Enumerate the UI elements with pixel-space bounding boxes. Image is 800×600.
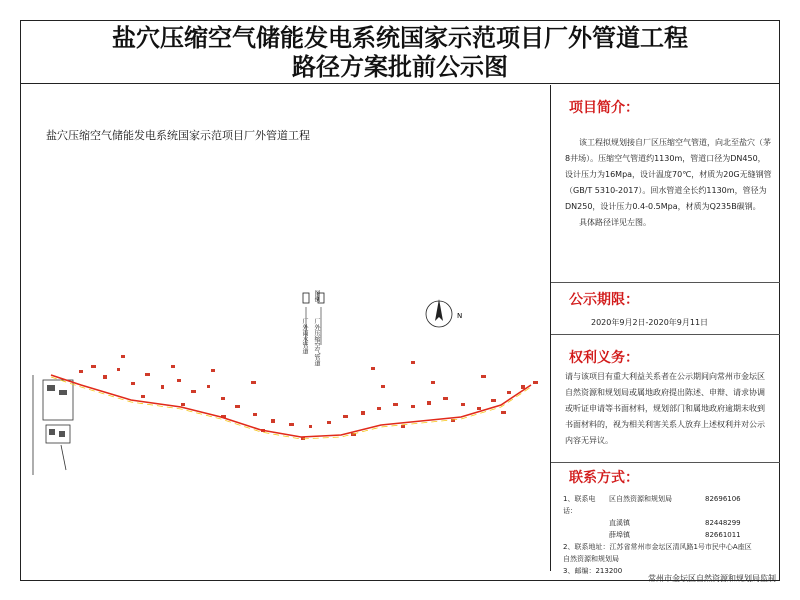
- contact-title: 联系方式：: [569, 470, 639, 486]
- contact-org-3: 薛埠镇: [609, 531, 630, 539]
- contact-section: [551, 463, 780, 575]
- legend-label-3: 图例: [313, 290, 320, 302]
- pipeline-route: [51, 375, 531, 437]
- title-header: [20, 20, 780, 84]
- intro-section: [551, 85, 780, 283]
- intro-title: 项目简介：: [569, 100, 639, 116]
- title-line-1: 盐穴压缩空气储能发电系统国家示范项目厂外管道工程: [112, 23, 688, 52]
- map-features: [79, 355, 538, 440]
- route-map: [21, 85, 549, 571]
- contact-phone-label: 1、联系电话：: [563, 495, 596, 515]
- contact-postcode: 3、邮编：213200: [563, 567, 623, 575]
- rights-section: [551, 335, 780, 463]
- period-text: 2020年9月2日-2020年9月11日: [591, 318, 709, 327]
- rights-title: 权利义务：: [569, 350, 639, 366]
- map-project-label: 盐穴压缩空气储能发电系统国家示范项目厂外管道工程: [46, 129, 310, 142]
- intro-text-2: 具体路径详见左图。: [579, 218, 651, 227]
- legend-label-1: 厂外压缩空气管道: [313, 318, 320, 366]
- legend-label-2: 厂外雨水管道: [301, 318, 308, 354]
- period-section: [551, 283, 780, 335]
- title-line-2: 路径方案批前公示图: [292, 52, 508, 81]
- period-title: 公示期限：: [569, 292, 639, 308]
- info-panel: [550, 85, 779, 575]
- contact-org-2: 直溪镇: [609, 519, 630, 527]
- contact-address: 2、联系地址：江苏省常州市金坛区清风路1号市民中心A座区自然资源和规划局: [563, 543, 752, 563]
- contact-phone-2: 82448299: [705, 519, 741, 527]
- intro-text: 该工程拟规划接自厂区压缩空气管道，向北至盐穴（茅8井场）。压缩空气管道约1130m，管道口径为DN450，设计压力为16Mpa，设计温度70℃，材质为20G无缝钢管（GB/T 5310-2017）。回水管道全长约1130m，管径为DN250，设计压力0.4-0.5Mpa，材质为Q235B碳钢。: [565, 138, 772, 211]
- rights-text: 请与该项目有重大利益关系者在公示期间向常州市金坛区自然资源和规划局或属地政府提出陈述、申辩、请求协调或听证申请等书面材料，规划部门和属地政府逾期未收到书面材料的，视为相关利害关系人放弃上述权利并对公示内容无异议。: [565, 372, 765, 445]
- footer-credit: 常州市金坛区自然资源和规划局监制: [648, 574, 776, 583]
- svg-text:N: N: [457, 312, 463, 320]
- contact-org-1: 区自然资源和规划局: [609, 495, 672, 503]
- contact-phone-3: 82661011: [705, 531, 741, 539]
- north-arrow-icon: [426, 299, 462, 327]
- contact-phone-1: 82696106: [705, 495, 741, 503]
